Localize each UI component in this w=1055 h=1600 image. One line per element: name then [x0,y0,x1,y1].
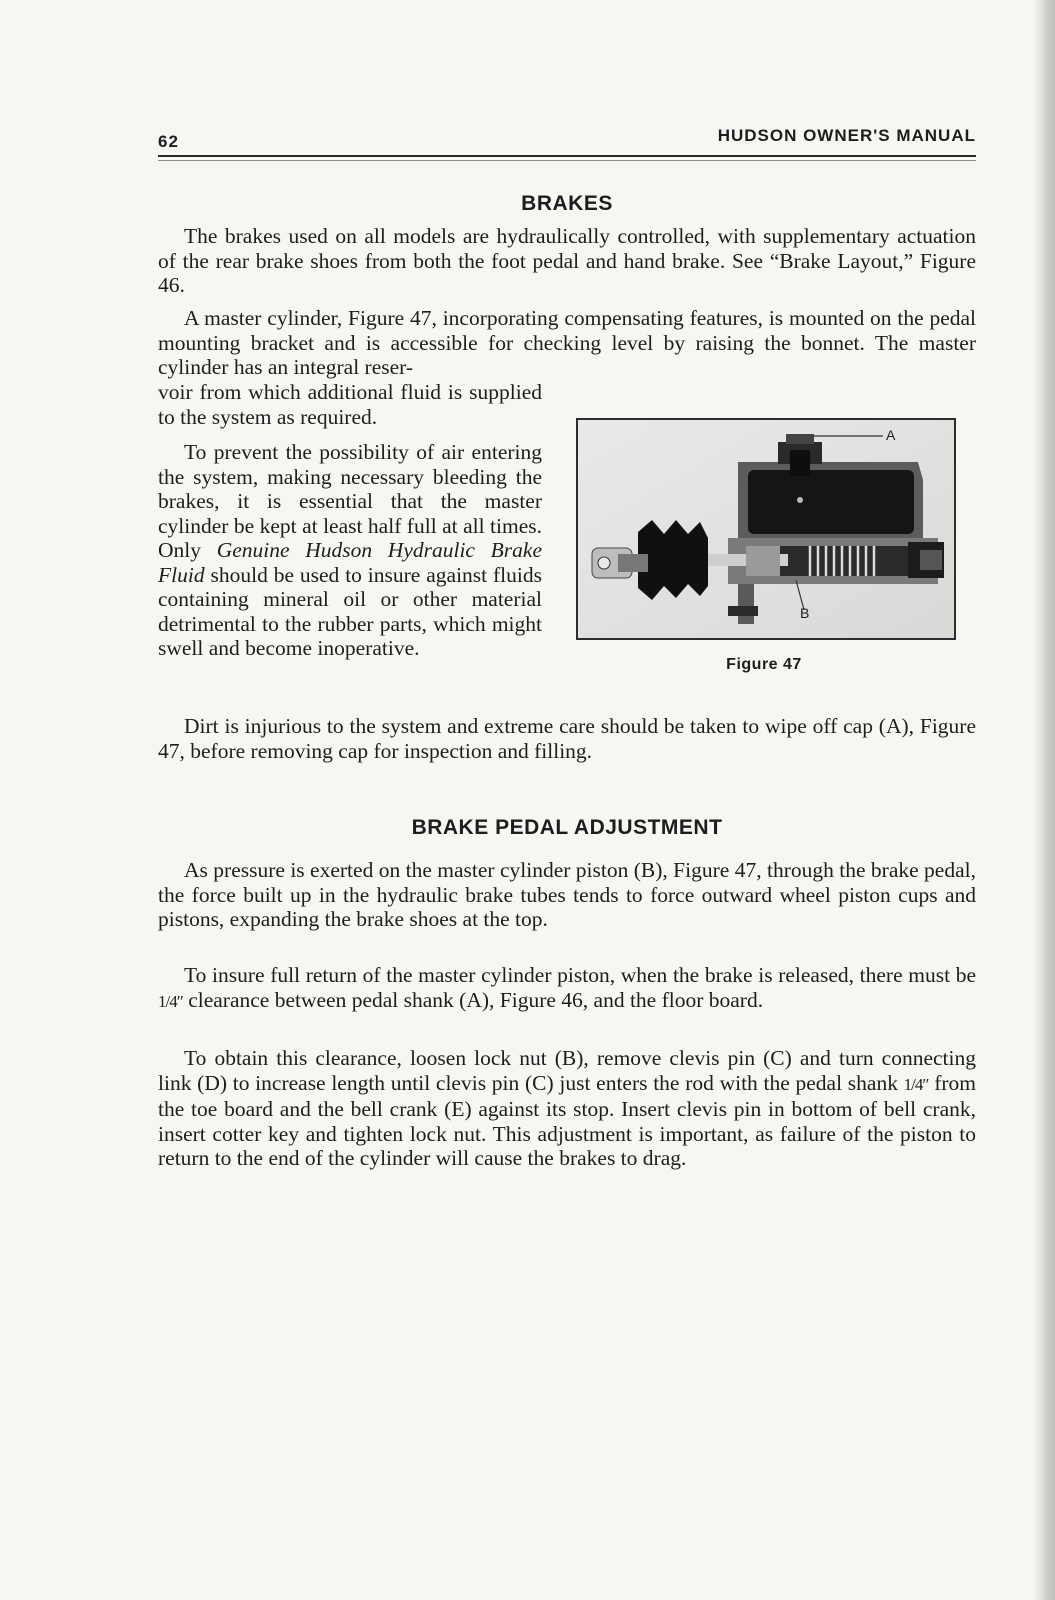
figure-label-b: B [800,605,810,621]
paragraph-text: voir from which additional fluid is supplied to the system as required. [158,380,542,429]
running-head [158,126,976,156]
text-run: To insure full return of the master cylinder piston, when the brake is released, there must be [184,963,976,987]
fraction-quarter-inch: 1/4″ [158,991,183,1011]
pedal-paragraph-1 [158,858,976,932]
page-edge-shadow [1033,0,1055,1600]
section-title-brake-pedal-adjustment: BRAKE PEDAL ADJUSTMENT [411,816,723,839]
italic-text-run: Genuine Hudson Hydraulic Brake Fluid [158,538,542,587]
brakes-paragraph-2-tail [158,380,542,429]
figure-47-master-cylinder [576,418,956,640]
paragraph-text [158,963,976,1014]
paragraph-text [158,440,542,661]
text-run: To obtain this clearance, loosen lock nut (B), remove clevis pin (C) and turn connecting link (D) to increase length until clevis pin (C) just enters the rod with the pedal shank [158,1046,976,1095]
text-run: should be used to insure against fluids containing mineral oil or other material detrimental to the rubber parts, which might swell and become inoperative. [158,562,542,660]
pedal-paragraph-3 [158,1046,976,1171]
figure-label-a: A [886,427,896,443]
fraction-quarter-inch: 1/4″ [903,1074,929,1094]
brakes-paragraph-4 [158,714,976,763]
pedal-paragraph-2 [158,963,976,1014]
paragraph-text: The brakes used on all models are hydraulically controlled, with supplementary actuation of the rear brake shoes from both the foot pedal and hand brake. See “Brake Layout,” Figure 46. [158,224,976,297]
paragraph-text [158,1046,976,1171]
paragraph-text: As pressure is exerted on the master cylinder piston (B), Figure 47, through the brake pedal, the force built up in the hydraulic brake tubes tends to force outward wheel piston cups and pistons, expanding the brake shoes at the top. [158,858,976,931]
page-number: 62 [158,132,179,151]
text-run: from the toe board and the bell crank (E) against its stop. Insert clevis pin in bottom of bell crank, insert cotter key and tighten lock nut. This adjustment is important, as failure of the piston to return to the end of the cylinder will cause the brakes to drag. [158,1070,976,1170]
paragraph-text: A master cylinder, Figure 47, incorporating compensating features, is mounted on the pedal mounting bracket and is accessible for checking level by raising the bonnet. The master cylinder has an integral reser- [158,306,976,379]
brakes-paragraph-1 [158,224,976,298]
text-run: To prevent the possibility of air entering the system, making necessary bleeding the brakes, it is essential that the master cylinder be kept at least half full at all times. Only [158,440,542,562]
paragraph-text: Dirt is injurious to the system and extreme care should be taken to wipe off cap (A), Figure 47, before removing cap for inspection and filling. [158,714,976,763]
section-title-brakes: BRAKES [521,192,613,215]
brakes-paragraph-2 [158,306,976,380]
figure-caption: Figure 47 [726,656,802,673]
header-rule-thin [158,160,976,161]
header-rule [158,155,976,157]
brakes-paragraph-3 [158,440,542,661]
master-cylinder-illustration [578,420,954,638]
text-run: clearance between pedal shank (A), Figure 46, and the floor board. [182,987,764,1012]
manual-title: HUDSON OWNER'S MANUAL [717,126,976,145]
